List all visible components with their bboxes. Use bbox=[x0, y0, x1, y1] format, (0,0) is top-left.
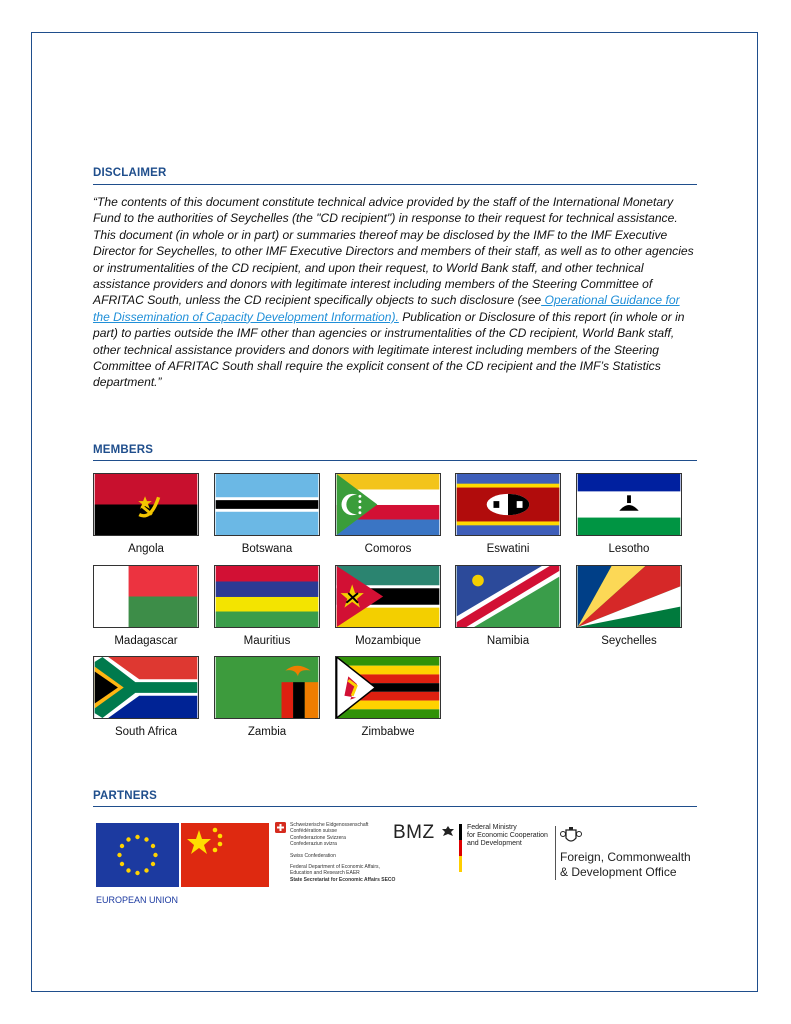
china-flag-icon bbox=[181, 823, 269, 887]
member-label: Mauritius bbox=[243, 635, 291, 647]
disclaimer-text-part2: Publication or Disclosure of this report (in whole or in part) to parties outside the IMF other than agencies or instrumentalities of the CD recipient, World Bank staff, other technical assistance providers and donors with legitimate interest including members of the Steering Committee of AFRITAC South shall require the explicit consent of the CD recipient and the IMF’s Statistics department.” bbox=[93, 309, 685, 390]
member-label: Botswana bbox=[241, 543, 293, 555]
member-mozambique bbox=[335, 565, 441, 647]
member-label: Madagascar bbox=[114, 635, 178, 647]
member-label: Angola bbox=[128, 543, 164, 555]
member-label: Zimbabwe bbox=[361, 726, 415, 738]
swiss-cross-icon bbox=[275, 822, 286, 833]
member-comoros bbox=[335, 473, 441, 555]
fcdo-line: & Development Office bbox=[560, 864, 677, 879]
swiss-line: Swiss Confederation bbox=[290, 852, 336, 859]
partners-rule bbox=[93, 806, 697, 807]
swiss-line: Confederaziun svizra bbox=[290, 841, 337, 848]
swiss-line: Confédération suisse bbox=[290, 828, 337, 835]
swiss-line: Confederazione Svizzera bbox=[290, 834, 346, 841]
zimbabwe-flag-icon bbox=[335, 656, 441, 719]
bmz-line: for Economic Cooperation bbox=[467, 832, 548, 839]
fcdo-line: Foreign, Commonwealth bbox=[560, 850, 691, 864]
member-label: Seychelles bbox=[601, 635, 657, 647]
swiss-line: State Secretariat for Economic Affairs SECO bbox=[290, 876, 396, 883]
fcdo-divider bbox=[555, 826, 556, 880]
disclaimer-text-part1: “The contents of this document constitute technical advice provided by the staff of the International Monetary Fund to the authorities of Seychelles (the "CD recipient") in response to their request for technical assistance. This document (in whole or in part) or summaries thereof may be disclosed by the IMF to the IMF Executive Director for Seychelles, to other IMF Executive Directors and members of their staff, as well as to other agencies or instrumentalities of the CD recipient, and upon their request, to World Bank staff, and other technical assistance providers and donors with legitimate interest including members of the Steering Committee of AFRITAC South, unless the CD recipient specifically objects to such disclosure (see bbox=[93, 195, 694, 308]
comoros-flag-icon bbox=[335, 473, 441, 536]
south-africa-flag-icon bbox=[93, 656, 199, 719]
mauritius-flag-icon bbox=[214, 565, 320, 628]
bmz-line: and Development bbox=[467, 840, 522, 847]
member-angola bbox=[93, 473, 199, 555]
swiss-line: Federal Department of Economic Affairs, bbox=[290, 864, 380, 871]
members-rule bbox=[93, 460, 697, 461]
bmz-partner bbox=[393, 822, 548, 847]
zambia-flag-icon bbox=[214, 656, 320, 719]
member-botswana bbox=[214, 473, 320, 555]
madagascar-flag-icon bbox=[93, 565, 199, 628]
china-partner bbox=[181, 823, 269, 892]
member-lesotho bbox=[576, 473, 682, 555]
member-mauritius bbox=[214, 565, 320, 647]
fcdo-text-block bbox=[560, 850, 710, 879]
member-zambia bbox=[214, 656, 320, 738]
bmz-label: BMZ bbox=[393, 822, 435, 843]
federal-eagle-icon bbox=[441, 825, 455, 839]
operational-guidance-link[interactable]: Operational Guidance for the Dissemination of Capacity Development Information). bbox=[93, 293, 680, 324]
eu-partner bbox=[96, 823, 179, 905]
member-label: Zambia bbox=[247, 726, 287, 738]
member-south-africa bbox=[93, 656, 199, 738]
angola-flag-icon bbox=[93, 473, 199, 536]
members-heading: MEMBERS bbox=[93, 444, 154, 456]
member-zimbabwe bbox=[335, 656, 441, 738]
royal-arms-icon bbox=[560, 826, 582, 846]
seychelles-flag-icon bbox=[576, 565, 682, 628]
member-eswatini bbox=[455, 473, 561, 555]
eu-label: EUROPEAN UNION bbox=[96, 895, 179, 905]
swiss-line: Education and Research EAER bbox=[290, 870, 360, 877]
member-label: Comoros bbox=[364, 543, 412, 555]
member-label: Mozambique bbox=[355, 635, 421, 647]
member-label: South Africa bbox=[114, 726, 177, 738]
botswana-flag-icon bbox=[214, 473, 320, 536]
partners-heading: PARTNERS bbox=[93, 790, 158, 802]
bmz-line: Federal Ministry bbox=[467, 824, 517, 831]
member-namibia bbox=[455, 565, 561, 647]
member-madagascar bbox=[93, 565, 199, 647]
member-label: Eswatini bbox=[486, 543, 530, 555]
disclaimer-text bbox=[93, 194, 697, 391]
disclaimer-heading: DISCLAIMER bbox=[93, 167, 167, 179]
disclaimer-rule bbox=[93, 184, 697, 185]
eswatini-flag-icon bbox=[455, 473, 561, 536]
bmz-text-block bbox=[467, 824, 557, 848]
member-seychelles bbox=[576, 565, 682, 647]
member-label: Lesotho bbox=[608, 543, 650, 555]
swiss-text-block bbox=[290, 822, 400, 883]
mozambique-flag-icon bbox=[335, 565, 441, 628]
german-color-bar bbox=[459, 824, 462, 872]
member-label: Namibia bbox=[486, 635, 530, 647]
eu-flag-icon bbox=[96, 823, 179, 887]
swiss-line: Schweizerische Eidgenossenschaft bbox=[290, 822, 369, 828]
lesotho-flag-icon bbox=[576, 473, 682, 536]
namibia-flag-icon bbox=[455, 565, 561, 628]
